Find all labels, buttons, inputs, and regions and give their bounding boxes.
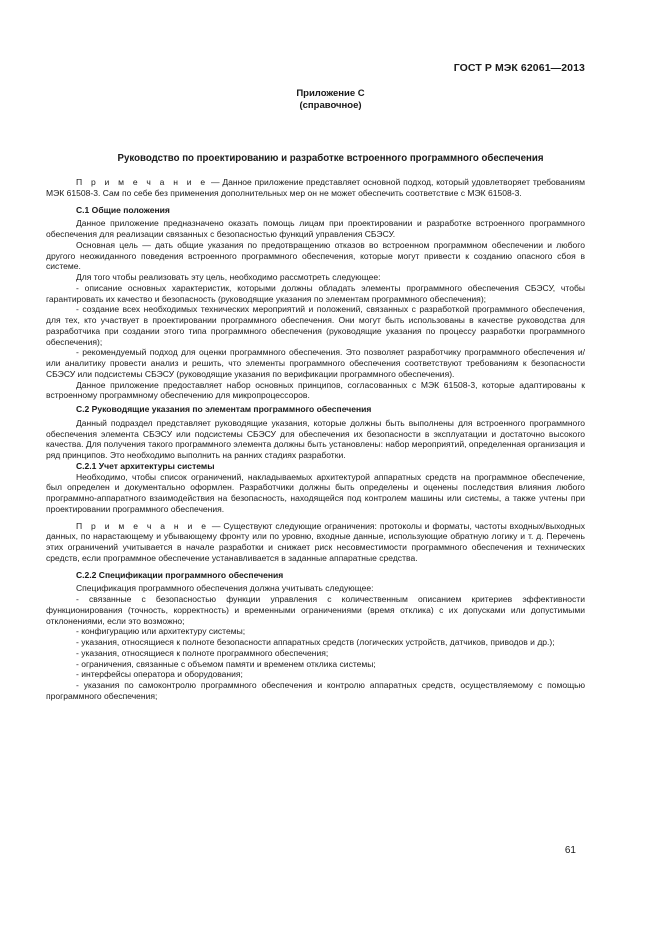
paragraph: Спецификация программного обеспечения должна учитывать следующее: (76, 583, 374, 594)
paragraph: Данный подраздел представляет руководящие указания, которые должны быть выполнены для встроенного программного обеспечения элемента СБЭСУ или подсистемы СБЭСУ для обеспечения их безопасности в эксплуатации и достаточно высокого качества. Для получения такого программного элемента должны быть установлены: набор мероприятий, определенная организация и ряд принципов. Это необходимо выполнить на ранних стадиях разработки. (46, 417, 585, 460)
list-item: - связанные с безопасностью функции управления с количественным описанием критериев эффективности функционирования (точность, корректность) и временными ограничениями (время отклика) с их допусками или допустимыми отклонениями, если это возможно; (46, 594, 585, 626)
paragraph: Основная цель — дать общие указания по предотвращению отказов во встроенном программном обеспечении и любого другого неожиданного поведения встроенного программного обеспечения, которые могут привести к созданию опасного сбоя в системе. (46, 239, 585, 272)
paragraph: Данное приложение предоставляет набор основных принципов, согласованных с МЭК 61508-3, которые адаптированы к встроенному программному обеспечению для микропроцессоров. (46, 379, 585, 401)
section-heading-c1: С.1 Общие положения (76, 204, 170, 215)
list-item: - описание основных характеристик, которыми должны обладать элементы программного обеспечения СБЭСУ, чтобы гарантировать их качество и безопасность (руководящие указания по элементам программного обеспечения); (46, 282, 585, 304)
list-item: - интерфейсы оператора и оборудования; (76, 669, 243, 680)
list-item: - рекомендуемый подход для оценки программного обеспечения. Это позволяет разработчику программного обеспечения и/или аналитику провести анализ и решить, что элементы программного обеспечения соответствуют требованиям к безопасности СБЭСУ или подсистемы СБЭСУ (руководящие указания по верификации программного обеспечения). (46, 347, 585, 379)
subsection-heading-c21: С.2.1 Учет архитектуры системы (76, 460, 215, 471)
paragraph: Данное приложение предназначено оказать помощь лицам при проектировании и разработке встроенного программного обеспечения для реализации связанных с безопасностью функций управления СБЭСУ. (46, 218, 585, 239)
subsection-heading-c22: С.2.2 Спецификации программного обеспечения (76, 569, 284, 580)
list-item: - указания, относящиеся к полноте безопасности аппаратных средств (логических устройств, датчиков, приводов и др.); (76, 637, 555, 647)
annex-title: Руководство по проектированию и разработке встроенного программного обеспечения (117, 153, 544, 164)
note-text: — Существуют следующие ограничения: протоколы и форматы, частоты входных/выходных данных, по нарастающему и убывающему фронту или по уровню, входные данные, использующие обратную логику и т. д. Перечень этих ограничений учитывается в начале разработки и снижает риск несовместимости программного обеспечения и технических средств, если программное обеспечение устанавливается в заданные аппаратные средства. (46, 520, 585, 563)
body-text (46, 177, 585, 702)
note-intro (46, 177, 585, 199)
annex-name: Приложение С (296, 88, 365, 99)
page-number: 61 (564, 845, 576, 856)
paragraph: Для того чтобы реализовать эту цель, необходимо рассмотреть следующее: (76, 272, 381, 282)
list-item: - указания, относящиеся к полноте программного обеспечения; (76, 647, 329, 658)
list-item: - создание всех необходимых технических мероприятий и положений, связанных с разработкой программного обеспечения, для тех, кто участвует в проектировании программного обеспечения. Они могут быть использованы в качестве руководства для разработчика при создании этого типа программного обеспечения (руководящие указания по процессу разработки программного обеспечения); (46, 304, 585, 347)
list-item: - ограничения, связанные с объемом памяти и временем отклика системы; (76, 658, 376, 669)
note-c21 (46, 521, 585, 564)
note-text: — Данное приложение представляет основной подход, который удовлетворяет требованиям МЭК 61508-3. Сам по себе без применения дополнительных мер он не может обеспечить соответствие с МЭК 61508-3. (46, 177, 585, 198)
list-item: - указания по самоконтролю программного обеспечения и контролю аппаратных средств, осуществляемому с помощью программного обеспечения; (46, 680, 585, 701)
note-label: П р и м е ч а н и е (76, 177, 209, 187)
list-item: - конфигурацию или архитектуру системы; (76, 626, 246, 637)
annex-kind: (справочное) (299, 100, 362, 111)
paragraph: Необходимо, чтобы список ограничений, накладываемых архитектурой аппаратных средств на программное обеспечение, был определен и документально оформлен. Разработчики должны быть определены и оценены последствия влияния любого программно-аппаратного взаимодействия на безопасность, находящейся под контролем машины или системы, а также учтены при проектировании программного обеспечения. (46, 471, 585, 514)
note-label: П р и м е ч а н и е (76, 520, 209, 531)
section-heading-c2: С.2 Руководящие указания по элементам программного обеспечения (76, 404, 372, 414)
standard-designation: ГОСТ Р МЭК 62061—2013 (453, 62, 585, 74)
